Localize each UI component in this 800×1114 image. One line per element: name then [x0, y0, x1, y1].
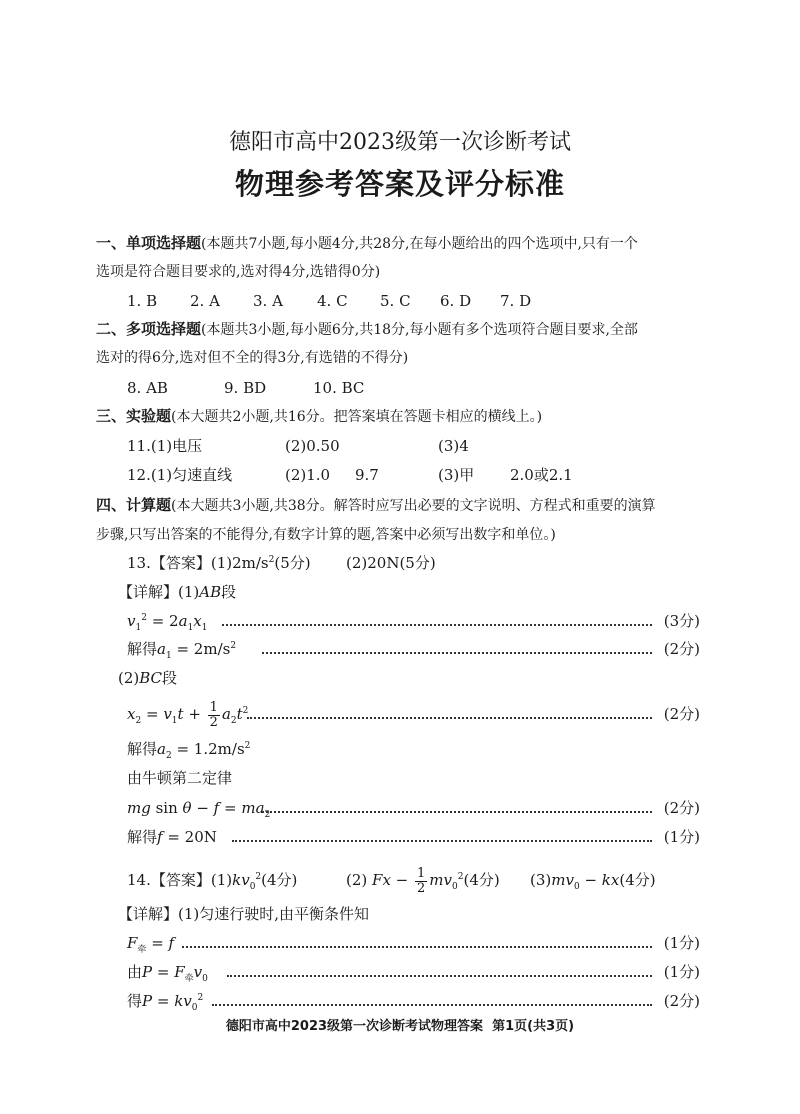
section-2-note-a: (本题共3小题,每小题6分,共18分,每小题有多个选项符合题目要求,全部: [201, 322, 638, 338]
answer-8: 8. AB: [127, 379, 168, 397]
q13-eq6-leader: [232, 840, 652, 842]
q12-answers: [0, 468, 800, 486]
answer-1: 1. B: [127, 292, 158, 310]
q13-part1-seg: AB: [199, 583, 222, 601]
q13-eq1-pts: (3分): [663, 612, 700, 630]
q13-answer-label: 13.【答案】: [127, 554, 211, 572]
q14-a2-pts: (4分): [463, 871, 500, 889]
answer-key-title: 物理参考答案及评分标准: [234, 167, 565, 201]
q11-part-1: 11.(1)电压: [127, 437, 203, 455]
q11-part-3: (3)4: [438, 437, 469, 455]
q13-eq5: mg $\sin \theta - f = ma_2$: [127, 799, 271, 820]
q13-part2-suffix: 段: [162, 669, 178, 687]
q14-a3-pts: (4分): [619, 871, 656, 889]
q14-eq2-text: 由: [127, 963, 143, 981]
q13-eq4: 解得$a_2 = 1.2m/s^2$: [127, 740, 251, 761]
section-4-line-1: [96, 498, 656, 513]
q13-eq4-value: = 1.2m/s: [171, 740, 245, 758]
q13-eq2-value: = 2m/s: [171, 640, 231, 658]
q12-part-1: 12.(1)匀速直线: [127, 466, 233, 484]
section-1-answers: [0, 294, 800, 312]
q13-eq5-leader: [262, 811, 652, 813]
section-1-line-1: [96, 236, 638, 251]
section-2-line-1: [96, 322, 638, 337]
answer-2: 2. A: [190, 292, 220, 310]
q14-eq2: 由$P = F_牵v_0$: [127, 963, 208, 984]
q13-part2-seg: BC: [139, 669, 163, 687]
q14-a2-prefix: (2): [346, 871, 368, 889]
q13-answer-1: (1)2m/s: [210, 554, 269, 572]
q13-answer-1-pts: (5分): [274, 554, 311, 572]
q14-a1-pts: (4分): [261, 871, 298, 889]
q13-eq6-pts: (1分): [663, 828, 700, 846]
section-4-note-b: 步骤,只写出答案的不能得分,有数字计算的题,答案中必须写出数字和单位。): [96, 527, 556, 543]
section-1-line-2: [96, 264, 380, 279]
q13-eq6: 解得f = 20N: [127, 828, 217, 846]
section-1-note-b: 选项是符合题目要求的,选对得4分,选错得0分): [96, 264, 381, 280]
q13-eq5-pts: (2分): [663, 799, 700, 817]
footer-text: 德阳市高中2023级第一次诊断考试物理答案: [225, 1019, 484, 1034]
section-3-line-1: [96, 409, 542, 424]
q13-answer-1-exp: 2: [268, 555, 275, 565]
q12-part-3: (3)甲: [438, 466, 475, 484]
section-2-note-b: 选对的得6分,选对但不全的得3分,有选错的不得分): [96, 350, 409, 366]
q14-eq1: $F_牵 = f$: [127, 934, 175, 955]
section-3-heading: 三、实验题: [96, 407, 172, 425]
q11-part-2: (2)0.50: [285, 437, 340, 455]
q14-answer-2: (2) Fx − $\frac{1}{2}$ $mv_0^2(4$分): [346, 865, 500, 896]
q13-part1-heading: [118, 585, 236, 600]
q13-eq3-leader: [247, 717, 652, 719]
q12-part-2: (2)1.0: [285, 466, 331, 484]
q13-eq2: 解得$a_1 = 2m/s^2$: [127, 640, 237, 661]
q13-part1-suffix: 段: [221, 583, 237, 601]
q13-eq2-text: 解得: [127, 640, 158, 658]
answer-4: 4. C: [317, 292, 348, 310]
q14-eq2-pts: (1分): [663, 963, 700, 981]
q14-answer-line: 14.【答案】$(1)kv_0^2(4$分): [127, 871, 298, 892]
answer-6: 6. D: [440, 292, 472, 310]
q14-eq3-leader: [212, 1004, 652, 1006]
q13-eq2-leader: [262, 652, 652, 654]
q13-answer-line: [127, 556, 311, 571]
q13-eq1: $v_1^2 = 2a_1x_1$: [127, 612, 208, 633]
answer-7: 7. D: [500, 292, 532, 310]
section-4-heading: 四、计算题: [96, 496, 172, 514]
q12-part-2b: 9.7: [355, 466, 379, 484]
page-footer: [0, 1020, 800, 1033]
exam-title: 德阳市高中2023级第一次诊断考试: [229, 130, 571, 155]
q13-eq4-text: 解得: [127, 740, 158, 758]
answer-5: 5. C: [380, 292, 411, 310]
q13-newton-law: 由牛顿第二定律: [127, 769, 233, 787]
answer-10: 10. BC: [313, 379, 365, 397]
q14-answer-3: $(3)mv_0 - kx(4$分): [530, 871, 656, 892]
footer-page-number: 第1页(共3页): [492, 1019, 575, 1034]
q13-eq2-pts: (2分): [663, 640, 700, 658]
q13-answer-2: (2)20N(5分): [346, 554, 436, 572]
section-1-heading: 一、单项选择题: [96, 234, 202, 252]
q11-answers: [0, 439, 800, 457]
q14-eq1-pts: (1分): [663, 934, 700, 952]
q13-eq6-value: = 20N: [162, 828, 217, 846]
section-3-note-a: (本大题共2小题,共16分。把答案填在答题卡相应的横线上。): [171, 409, 543, 425]
q14-a3-prefix: (3): [530, 871, 552, 889]
q12-part-3b: 2.0或2.1: [510, 466, 573, 484]
q13-eq3: $x_2 = v_1t$ + $\frac{1}{2}$ $a_2t^2$: [127, 699, 249, 730]
answer-3: 3. A: [253, 292, 283, 310]
section-2-heading: 二、多项选择题: [96, 320, 202, 338]
q13-eq1-leader: [222, 624, 652, 626]
q14-eq2-leader: [227, 975, 652, 977]
q13-part2-heading: [118, 671, 177, 686]
q14-eq1-leader: [182, 946, 652, 948]
q14-answer-label: 14.【答案】: [127, 871, 211, 889]
q14-detail: 【详解】(1)匀速行驶时,由平衡条件知: [118, 905, 370, 923]
section-4-note-a: (本大题共3小题,共38分。解答时应写出必要的文字说明、方程式和重要的演算: [171, 498, 656, 514]
q14-eq3-text: 得: [127, 992, 143, 1010]
q13-part2-label: (2): [118, 669, 140, 687]
section-4-line-2: [96, 527, 556, 542]
q14-eq3: 得$P = kv_0^2$: [127, 992, 204, 1013]
q13-detail-label: 【详解】: [118, 583, 179, 601]
q13-eq6-text: 解得: [127, 828, 158, 846]
section-2-answers: [0, 381, 800, 399]
answer-9: 9. BD: [224, 379, 267, 397]
section-1-note-a: (本题共7小题,每小题4分,共28分,在每小题给出的四个选项中,只有一个: [201, 236, 638, 252]
q13-part1-label: (1): [178, 583, 200, 601]
q14-eq3-pts: (2分): [663, 992, 700, 1010]
section-2-line-2: [96, 350, 408, 365]
q13-eq3-pts: (2分): [663, 705, 700, 723]
q14-a1-prefix: (1): [210, 871, 233, 889]
